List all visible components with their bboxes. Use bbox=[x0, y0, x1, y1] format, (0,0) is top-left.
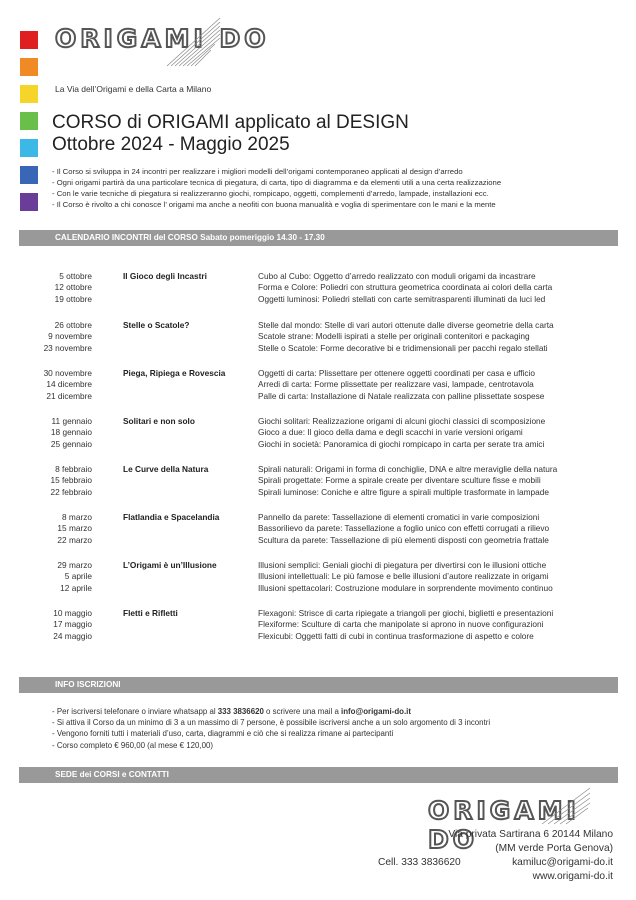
date: 17 maggio bbox=[53, 619, 92, 630]
date: 29 marzo bbox=[57, 560, 92, 570]
phone[interactable]: Cell. 333 3836620 bbox=[378, 857, 461, 868]
intro-item: - Con le varie tecniche di piegatura si realizzeranno giochi, rompicapo, oggetti, complementi d’arredo, lampade, installazioni ecc. bbox=[52, 189, 489, 198]
module-item: Scatole strane: Modelli ispirati a stelle per originali contenitori e packaging bbox=[258, 331, 530, 342]
module-item: Scultura da parete: Tassellazione di più elementi disposti con geometria frattale bbox=[258, 534, 549, 545]
module-item: Illusioni spettacolari: Costruzione modulare in sorprendente movimento continuo bbox=[258, 582, 553, 593]
color-square-green bbox=[20, 112, 38, 130]
module-dates bbox=[19, 464, 92, 498]
color-square-purple bbox=[20, 193, 38, 211]
module-topic: Fletti e Rifletti bbox=[123, 608, 178, 618]
date: 21 dicembre bbox=[46, 390, 92, 401]
date: 9 novembre bbox=[48, 331, 92, 342]
module-topic: Flatlandia e Spacelandia bbox=[123, 512, 220, 522]
module-items bbox=[258, 271, 633, 305]
date: 10 maggio bbox=[53, 608, 92, 618]
color-square-cyan bbox=[20, 139, 38, 157]
module-topic: Le Curve della Natura bbox=[123, 464, 209, 474]
info-email-link[interactable]: info@origami-do.it bbox=[341, 707, 411, 716]
module-items bbox=[258, 512, 633, 546]
module-item: Pannello da parete: Tassellazione di elementi cromatici in varie composizioni bbox=[258, 512, 540, 522]
date: 26 ottobre bbox=[54, 320, 92, 330]
info-heading: INFO ISCRIZIONI bbox=[55, 680, 121, 689]
module-item: Flexicubi: Oggetti fatti di cubi in continua trasformazione di aspetto e colore bbox=[258, 630, 534, 641]
module-item: Bassorilievo da parete: Tassellazione a foglio unico con effetti corrugati a rilievo bbox=[258, 523, 550, 534]
module-item: Illusioni intellettuali: Le più famose e belle illusioni d’autore realizzate in origami bbox=[258, 571, 549, 582]
date: 18 gennaio bbox=[50, 427, 92, 438]
module-item: Spirali progettate: Forme a spirale create per diventare sculture fisse e mobili bbox=[258, 475, 541, 486]
date: 12 aprile bbox=[60, 582, 92, 593]
date: 8 febbraio bbox=[55, 464, 92, 474]
module-item: Flexagoni: Strisce di carta ripiegate a triangoli per giochi, biglietti e presentazioni bbox=[258, 608, 554, 618]
module-dates bbox=[19, 320, 92, 354]
module-items bbox=[258, 464, 633, 498]
address: Via privata Sartirana 6 20144 Milano bbox=[448, 829, 613, 840]
info-item: - Corso completo € 960,00 (al mese € 120,00) bbox=[52, 740, 213, 750]
website-link[interactable]: www.origami-do.it bbox=[532, 871, 613, 882]
module-topic: L’Origami è un’Illusione bbox=[123, 560, 217, 570]
calendar-heading-band bbox=[19, 230, 618, 246]
sede-heading-band bbox=[19, 767, 618, 783]
email-link[interactable]: kamiluc@origami-do.it bbox=[512, 857, 613, 868]
module-dates bbox=[19, 560, 92, 594]
info-item: - Si attiva il Corso da un minimo di 3 a un massimo di 7 persone, è possibile iscriversi anche a un solo argomento di 3 incontri bbox=[52, 718, 491, 728]
intro-item: - Il Corso si sviluppa in 24 incontri per realizzare i migliori modelli dell’origami contemporaneo applicati al design d’arredo bbox=[52, 167, 463, 176]
module-item: Illusioni semplici: Geniali giochi di piegatura per divertirsi con le illusioni ottiche bbox=[258, 560, 547, 570]
module-item: Cubo al Cubo: Oggetto d’arredo realizzato con moduli origami da incastrare bbox=[258, 271, 536, 281]
course-period: Ottobre 2024 - Maggio 2025 bbox=[52, 134, 290, 155]
module-item: Gioco a due: Il gioco della dama e degli scacchi in varie versioni origami bbox=[258, 427, 523, 438]
module-item: Stelle dal mondo: Stelle di vari autori ottenute dalle diverse geometrie della carta bbox=[258, 320, 554, 330]
date: 22 febbraio bbox=[50, 486, 92, 497]
logo-text: ORIGAMI DO bbox=[55, 24, 270, 53]
calendar-heading: CALENDARIO INCONTRI del CORSO Sabato pomeriggio 14.30 - 17.30 bbox=[55, 233, 325, 242]
module-item: Spirali naturali: Origami in forma di conchiglie, DNA e altre meraviglie della natura bbox=[258, 464, 558, 474]
date: 15 febbraio bbox=[50, 475, 92, 486]
intro-item: - Ogni origami partirà da una particolare tecnica di piegatura, di carta, tipo di diagramma e da elementi utili a una certa realizzazione bbox=[52, 178, 502, 187]
module-item: Spirali luminose: Coniche e altre figure a spirali multiple trasformate in lampade bbox=[258, 486, 549, 497]
crane-wing-icon bbox=[540, 786, 595, 826]
module-dates bbox=[19, 512, 92, 546]
module-topic: Stelle o Scatole? bbox=[123, 320, 190, 330]
module-dates bbox=[19, 368, 92, 402]
date: 5 ottobre bbox=[59, 271, 92, 281]
module-item: Palle di carta: Installazione di Natale realizzata con palline plissettate sospese bbox=[258, 390, 545, 401]
date: 14 dicembre bbox=[46, 379, 92, 390]
module-topic: Solitari e non solo bbox=[123, 416, 195, 426]
module-item: Flexiforme: Sculture di carta che manipolate si aprono in nuove configurazioni bbox=[258, 619, 544, 630]
footer-logo-text: ORIGAMI DO bbox=[428, 796, 580, 854]
module-item: Giochi in società: Panoramica di giochi rompicapo in carta per serate tra amici bbox=[258, 438, 545, 449]
module-item: Forma e Colore: Poliedri con struttura geometrica coordinata ai colori della carta bbox=[258, 282, 553, 293]
date: 11 gennaio bbox=[51, 416, 92, 426]
color-square-red bbox=[20, 31, 38, 49]
contact-block bbox=[378, 828, 613, 884]
date: 25 gennaio bbox=[50, 438, 92, 449]
date: 19 ottobre bbox=[54, 293, 92, 304]
module-items bbox=[258, 368, 633, 402]
module-items bbox=[258, 416, 633, 450]
color-square-blue bbox=[20, 166, 38, 184]
info-list bbox=[52, 706, 490, 751]
module-dates bbox=[19, 416, 92, 450]
module-topic: Piega, Ripiega e Rovescia bbox=[123, 368, 226, 378]
date: 23 novembre bbox=[43, 342, 92, 353]
info-heading-band bbox=[19, 677, 618, 693]
color-square-orange bbox=[20, 58, 38, 76]
module-items bbox=[258, 560, 633, 594]
date: 22 marzo bbox=[57, 534, 92, 545]
date: 8 marzo bbox=[62, 512, 92, 522]
module-item: Arredi di carta: Forme plissettate per realizzare vasi, lampade, centrotavola bbox=[258, 379, 534, 390]
date: 30 novembre bbox=[43, 368, 92, 378]
module-item: Oggetti di carta: Plissettare per ottenere oggetti coordinati per casa e ufficio bbox=[258, 368, 536, 378]
info-contact-line bbox=[52, 706, 490, 717]
date: 24 maggio bbox=[53, 630, 92, 641]
date: 12 ottobre bbox=[54, 282, 92, 293]
intro-list bbox=[52, 166, 632, 210]
module-item: Giochi solitari: Realizzazione origami di alcuni giochi classici di scomposizione bbox=[258, 416, 546, 426]
color-square-yellow bbox=[20, 85, 38, 103]
module-item: Oggetti luminosi: Poliedri stellati con carte semitrasparenti illuminati da luci led bbox=[258, 293, 546, 304]
module-items bbox=[258, 608, 633, 642]
date: 5 aprile bbox=[64, 571, 92, 582]
module-topic: Il Gioco degli Incastri bbox=[123, 271, 207, 281]
module-dates bbox=[19, 608, 92, 642]
intro-item: - Il Corso è rivolto a chi conosce l’ origami ma anche a neofiti con buona manualità e voglia di sperimentare con le mani e la mente bbox=[52, 200, 496, 209]
info-text: o scrivere una mail a bbox=[263, 707, 342, 716]
info-item: - Vengono forniti tutti i materiali d’uso, carta, diagrammi e ciò che si realizza rimane ai partecipanti bbox=[52, 729, 394, 739]
module-items bbox=[258, 320, 633, 354]
date: 15 marzo bbox=[57, 523, 92, 534]
module-dates bbox=[19, 271, 92, 305]
sede-heading: SEDE dei CORSI e CONTATTI bbox=[55, 770, 169, 779]
course-title: CORSO di ORIGAMI applicato al DESIGN bbox=[52, 112, 409, 133]
crane-wing-icon bbox=[165, 16, 225, 71]
metro-info: (MM verde Porta Genova) bbox=[495, 843, 613, 854]
tagline: La Via dell’Origami e della Carta a Milano bbox=[55, 84, 212, 94]
phone-email-line bbox=[378, 856, 613, 870]
origami-do-logo bbox=[55, 24, 270, 53]
info-text: - Per iscriversi telefonare o inviare whatsapp al bbox=[52, 707, 218, 716]
module-item: Stelle o Scatole: Forme decorative bi e tridimensionali per pacchi regalo stellati bbox=[258, 342, 548, 353]
info-phone[interactable]: 333 3836620 bbox=[217, 707, 264, 716]
